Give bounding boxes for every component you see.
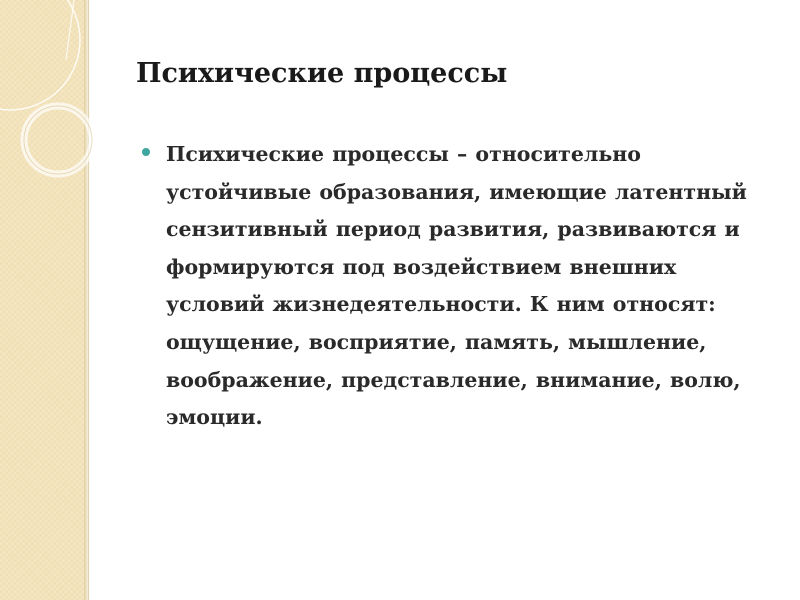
slide-title: Психические процессы bbox=[136, 58, 508, 89]
decorative-circles-icon bbox=[0, 0, 110, 210]
bullet-dot-icon bbox=[142, 148, 150, 156]
bullet-list bbox=[142, 136, 772, 437]
bullet-item-text: Психические процессы – относительно устойчивые образования, имеющие латентный сензитивный период развития, развиваются и формируются под воздействием внешних условий жизнедеятельности. К ним относят: ощущение, восприятие, память, мышление, воображение, представление, внимание, волю, эмоции. bbox=[166, 142, 747, 430]
